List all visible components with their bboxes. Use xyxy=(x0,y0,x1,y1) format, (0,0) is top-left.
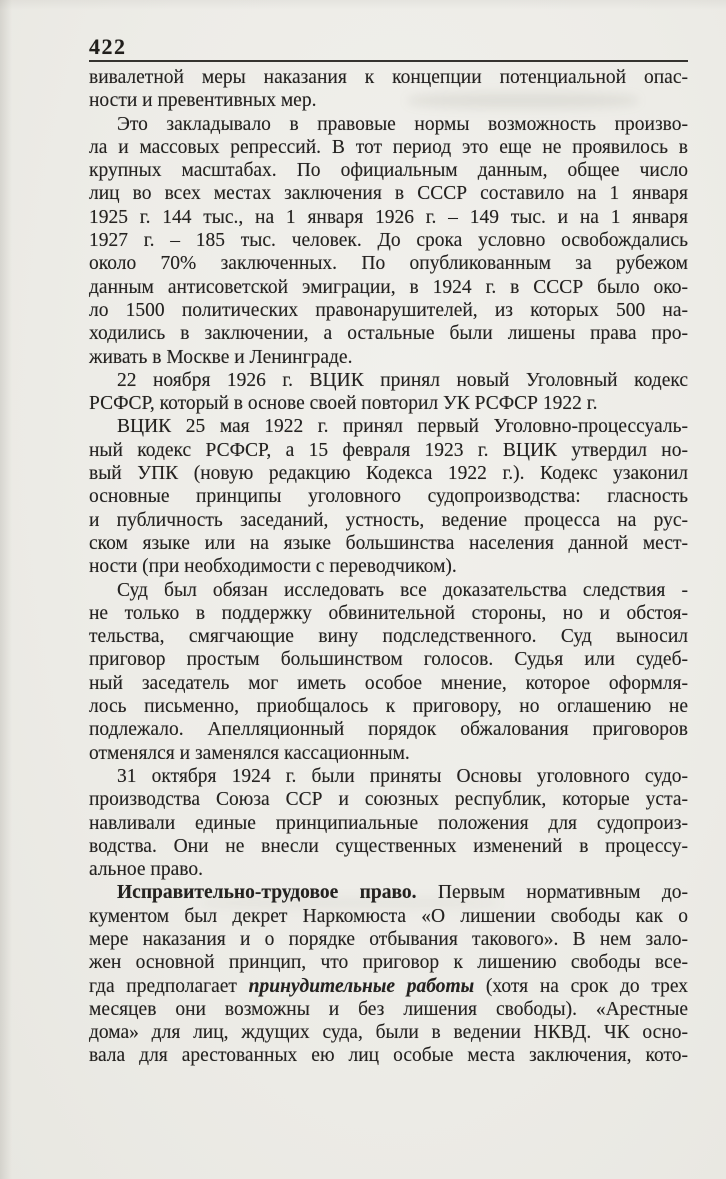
text-line xyxy=(89,509,688,532)
text-run: гда предполагает xyxy=(89,975,249,997)
text-line xyxy=(89,742,688,765)
text-line xyxy=(89,788,688,811)
text-run: ный кодекс РСФСР, а 15 февраля 1923 г. ВЦИК утвердил но- xyxy=(89,439,688,461)
text-run: производства Союза ССР и союзных республик, которые уста- xyxy=(89,789,688,811)
text-line xyxy=(89,392,688,415)
text-line xyxy=(89,881,688,904)
text-run: 31 октября 1924 г. были приняты Основы уголовного судо- xyxy=(117,765,688,787)
text-line xyxy=(89,89,688,112)
text-run: лось письменно, приобщалось к приговору, но оглашению не xyxy=(89,696,688,718)
page-body xyxy=(89,66,688,1068)
page-number: 422 xyxy=(89,34,127,59)
text-line xyxy=(89,439,688,462)
text-run: не только в поддержку обвинительной стороны, но и обстоя- xyxy=(89,602,688,624)
text-line xyxy=(89,252,688,275)
text-line xyxy=(89,905,688,928)
text-line xyxy=(89,485,688,508)
text-run: приговор простым большинством голосов. Судья или судеб- xyxy=(89,649,688,671)
paragraph xyxy=(89,66,688,113)
text-line xyxy=(89,1044,688,1067)
text-line xyxy=(89,136,688,159)
paragraph xyxy=(89,881,688,1067)
text-line xyxy=(89,415,688,438)
text-run: месяцев они возможны и без лишения свободы). «Арестные xyxy=(89,998,688,1020)
text-run: ный заседатель мог иметь особое мнение, которое оформля- xyxy=(89,672,688,694)
text-line xyxy=(89,369,688,392)
text-run: около 70% заключенных. По опубликованным за рубежом xyxy=(89,253,688,275)
text-line xyxy=(89,858,688,881)
header-rule xyxy=(89,60,688,62)
text-line xyxy=(89,765,688,788)
text-run: и публичность заседаний, устность, ведение процесса на рус- xyxy=(89,509,688,531)
scan-edge-top xyxy=(0,0,726,10)
text-run: Первым нормативным до- xyxy=(416,882,688,904)
text-line xyxy=(89,206,688,229)
text-run: ности (при необходимости с переводчиком). xyxy=(89,556,457,578)
text-line xyxy=(89,159,688,182)
text-line xyxy=(89,695,688,718)
text-run: водства. Они не внесли существенных изменений в процессу- xyxy=(89,835,688,857)
text-line xyxy=(89,835,688,858)
text-line xyxy=(89,602,688,625)
paragraph xyxy=(89,113,688,369)
text-run: (хотя на срок до трех xyxy=(474,975,688,997)
text-run: Суд был обязан исследовать все доказательства следствия - xyxy=(117,579,688,601)
text-line xyxy=(89,975,688,998)
text-line xyxy=(89,322,688,345)
text-run: жен основной принцип, что приговор к лишению свободы все- xyxy=(89,952,688,974)
text-run: Исправительно-трудовое право. xyxy=(117,882,417,904)
text-line xyxy=(89,182,688,205)
text-line xyxy=(89,928,688,951)
text-run: навливали единые принципиальные положения для судопроиз- xyxy=(89,812,688,834)
text-line xyxy=(89,998,688,1021)
text-line xyxy=(89,346,688,369)
text-run: ВЦИК 25 мая 1922 г. принял первый Уголовно-процессуаль- xyxy=(117,416,688,438)
text-line xyxy=(89,299,688,322)
text-line xyxy=(89,555,688,578)
text-run: мере наказания и о порядке отбывания такового». В нем зало- xyxy=(89,928,688,950)
text-run: ходились в заключении, а остальные были лишены права про- xyxy=(89,323,688,345)
text-line xyxy=(89,113,688,136)
text-line xyxy=(89,648,688,671)
text-line xyxy=(89,229,688,252)
text-run: принудительные работы xyxy=(248,975,475,997)
text-run: живать в Москве и Ленинграде. xyxy=(89,346,353,368)
text-line xyxy=(89,812,688,835)
paragraph xyxy=(89,415,688,578)
text-run: 1927 г. – 185 тыс. человек. До срока условно освобождались xyxy=(89,230,688,252)
text-run: альное право. xyxy=(89,859,203,881)
text-run: вала для арестованных ею лиц особые места заключения, кото- xyxy=(89,1045,688,1067)
text-line xyxy=(89,672,688,695)
text-run: РСФСР, который в основе своей повторил УК РСФСР 1922 г. xyxy=(89,393,598,415)
text-run: тельства, смягчающие вину подследственного. Суд выносил xyxy=(89,626,688,648)
scan-edge-left xyxy=(0,0,12,1179)
text-line xyxy=(89,579,688,602)
page-header xyxy=(89,34,688,62)
paragraph xyxy=(89,765,688,881)
text-run: крупных масштабах. По официальным данным, общее число xyxy=(89,160,688,182)
text-line xyxy=(89,66,688,89)
text-line xyxy=(89,951,688,974)
text-line xyxy=(89,532,688,555)
text-run: Это закладывало в правовые нормы возможность произво- xyxy=(117,113,688,135)
text-run: 22 ноября 1926 г. ВЦИК принял новый Уголовный кодекс xyxy=(117,369,688,391)
text-run: вый УПК (новую редакцию Кодекса 1922 г.). Кодекс узаконил xyxy=(89,463,688,485)
text-run: вивалетной меры наказания к концепции потенциальной опас- xyxy=(89,67,688,88)
text-run: отменялся и заменялся кассационным. xyxy=(89,742,410,764)
paragraph xyxy=(89,369,688,416)
text-run: основные принципы уголовного судопроизводства: гласность xyxy=(89,486,688,508)
paragraph xyxy=(89,579,688,765)
text-run: ском языке или на языке большинства населения данной мест- xyxy=(89,532,688,554)
text-run: ло 1500 политических правонарушителей, из которых 500 на- xyxy=(89,299,688,321)
text-line xyxy=(89,718,688,741)
page-content xyxy=(89,34,688,1068)
text-run: 1925 г. 144 тыс., на 1 января 1926 г. – 149 тыс. и на 1 января xyxy=(89,206,688,228)
text-run: лиц во всех местах заключения в СССР составило на 1 января xyxy=(89,183,688,205)
text-line xyxy=(89,1021,688,1044)
text-run: кументом был декрет Наркомюста «О лишении свободы как о xyxy=(89,905,688,927)
text-run: данным антисоветской эмиграции, в 1924 г. в СССР было око- xyxy=(89,276,688,298)
text-line xyxy=(89,462,688,485)
text-run: ности и превентивных мер. xyxy=(89,90,317,112)
text-run: дома» для лиц, ждущих суда, были в ведении НКВД. ЧК осно- xyxy=(89,1022,688,1044)
text-line xyxy=(89,625,688,648)
text-line xyxy=(89,276,688,299)
text-run: ла и массовых репрессий. В тот период это еще не проявилось в xyxy=(89,136,688,158)
text-run: подлежало. Апелляционный порядок обжалования приговоров xyxy=(89,719,688,741)
